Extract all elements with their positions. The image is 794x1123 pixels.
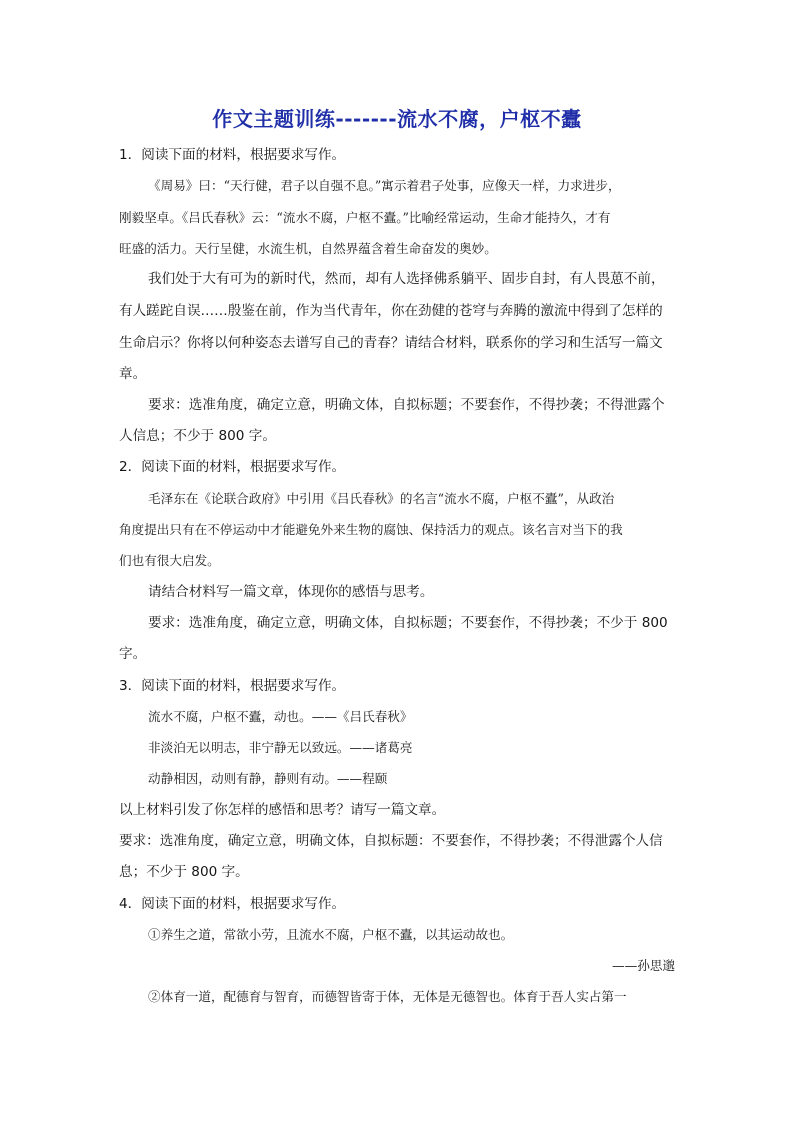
q1-body-line: 生命启示？你将以何种姿态去谱写自己的青春？请结合材料，联系你的学习和生活写一篇文 [119,335,663,351]
q1-requirement-line: 要求：选准角度，确定立意，明确文体，自拟标题；不要套作，不得抄袭；不得泄露个 [148,397,665,413]
question-2-heading: 2．阅读下面的材料，根据要求写作。 [119,459,346,475]
q2-requirement-line: 要求：选准角度，确定立意，明确文体，自拟标题；不要套作，不得抄袭；不少于 800 [148,615,668,631]
question-3-heading: 3．阅读下面的材料，根据要求写作。 [119,678,346,694]
question-4-heading: 4．阅读下面的材料，根据要求写作。 [119,896,346,912]
document-title: 作文主题训练-------流水不腐，户枢不蠹 [212,107,582,131]
q3-requirement-line: 息；不少于 800 字。 [119,864,249,880]
q1-material-line: 刚毅坚卓。《吕氏春秋》云：“流水不腐，户枢不蠹。”比喻经常运动，生命才能持久，才有 [119,210,611,225]
q1-body-line: 章。 [119,366,147,382]
q4-item-2: ②体育一道，配德育与智育，而德智皆寄于体，无体是无德智也。体育于吾人实占第一 [148,989,627,1004]
q1-body-line: 我们处于大有可为的新时代，然而，却有人选择佛系躺平、固步自封，有人畏葸不前， [148,271,665,287]
q1-body-line: 有人蹉跎自误……殷鉴在前，作为当代青年，你在劲健的苍穹与奔腾的激流中得到了怎样的 [119,303,663,319]
question-1-heading: 1．阅读下面的材料，根据要求写作。 [119,147,346,163]
q3-body: 以上材料引发了你怎样的感悟和思考？请写一篇文章。 [119,802,446,818]
q3-quote: 流水不腐，户枢不蠹，动也。——《吕氏春秋》 [148,709,413,724]
q2-material-line: 角度提出只有在不停运动中才能避免外来生物的腐蚀、保持活力的观点。该名言对当下的我 [119,522,623,537]
q3-requirement-line: 要求：选准角度，确定立意，明确文体，自拟标题：不要套作，不得抄袭；不得泄露个人信 [119,833,663,849]
q4-item-1: ①养生之道，常欲小劳，且流水不腐，户枢不蠹，以其运动故也。 [148,927,514,942]
q3-quote: 动静相因，动则有静，静则有动。——程颐 [148,771,388,786]
q3-quote: 非淡泊无以明志，非宁静无以致远。——诸葛亮 [148,740,413,755]
q1-material-line: 《周易》曰：“天行健，君子以自强不息。”寓示着君子处事，应像天一样，力求进步， [148,178,621,193]
q1-material-line: 旺盛的活力。天行呈健，水流生机，自然界蕴含着生命奋发的奥妙。 [119,241,497,256]
q2-body: 请结合材料写一篇文章，体现你的感悟与思考。 [148,584,434,600]
q2-material-line: 毛泽东在《论联合政府》中引用《吕氏春秋》的名言“流水不腐，户枢不蠹”，从政治 [148,491,615,506]
q2-requirement-line: 字。 [119,646,147,662]
q2-material-line: 们也有很大启发。 [119,553,220,568]
q4-item-1-source: ——孙思邈 [612,958,675,973]
q1-requirement-line: 人信息；不少于 800 字。 [119,428,276,444]
